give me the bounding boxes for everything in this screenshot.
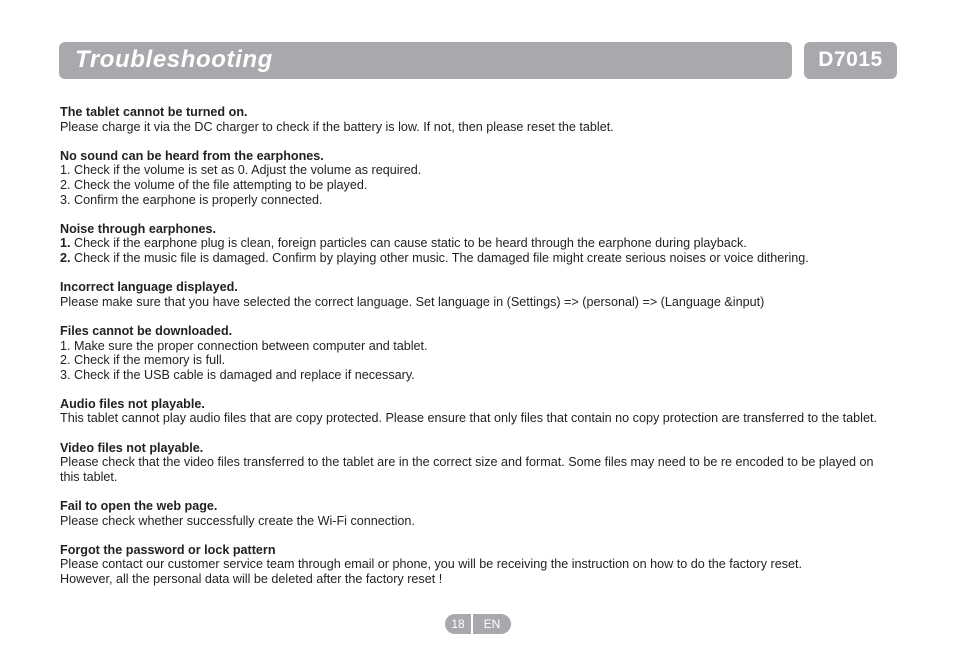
section-line: 2. Check if the memory is full. [60,353,226,368]
section-title: Audio files not playable. [60,396,205,411]
page-title: Troubleshooting [75,46,273,73]
page-number: 18 [445,614,471,634]
section-title: Incorrect language displayed. [60,280,238,295]
section-line: Please charge it via the DC charger to check if the battery is low. If not, then please reset the tablet. [60,119,614,134]
section-line: This tablet cannot play audio files that are copy protected. Please ensure that only files that contain no copy protection are transferred to the tablet. [60,411,877,426]
section-title: No sound can be heard from the earphones. [60,148,324,163]
header-bar [59,42,792,79]
section-title: The tablet cannot be turned on. [60,105,248,119]
section-line: 3. Check if the USB cable is damaged and replace if necessary. [60,367,415,382]
section-line: 1. Check if the volume is set as 0. Adjust the volume as required. [60,163,422,178]
section-web-page [60,499,890,528]
section-no-sound [60,149,890,207]
section-language [60,280,890,309]
language-label: EN [473,614,511,634]
section-title: Forgot the password or lock pattern [60,542,276,557]
section-line: 2. Check the volume of the file attempting to be played. [60,177,368,192]
section-title: Noise through earphones. [60,221,217,236]
section-line: Please check whether successfully create the Wi-Fi connection. [60,513,415,528]
section-password [60,543,890,587]
section-title: Files cannot be downloaded. [60,323,233,338]
section-video [60,441,890,485]
model-label: D7015 [818,48,883,71]
section-line: 1. Make sure the proper connection between computer and tablet. [60,338,428,353]
section-tablet-power [60,105,890,134]
troubleshooting-list [60,105,890,601]
section-title: Video files not playable. [60,440,204,455]
section-line: Please contact our customer service team through email or phone, you will be receiving the instruction on how to do the factory reset. [60,557,803,572]
section-download [60,324,890,382]
section-title: Fail to open the web page. [60,499,218,514]
section-line: However, all the personal data will be deleted after the factory reset ! [60,572,443,586]
section-noise [60,222,890,266]
section-line: Please make sure that you have selected the correct language. Set language in (Settings) => (personal) => (Language &input) [60,294,765,309]
section-audio [60,397,890,426]
model-badge [804,42,897,79]
section-line: 2. Check if the music file is damaged. Confirm by playing other music. The damaged file might create serious noises or voice dithering. [60,250,809,265]
section-line: 1. Check if the earphone plug is clean, foreign particles can cause static to be heard through the earphone during playback. [60,236,747,251]
section-line: 3. Confirm the earphone is properly connected. [60,192,323,207]
section-line: Please check that the video files transferred to the tablet are in the correct size and format. Some files may need to be re encoded to be played on this tablet. [60,455,874,484]
